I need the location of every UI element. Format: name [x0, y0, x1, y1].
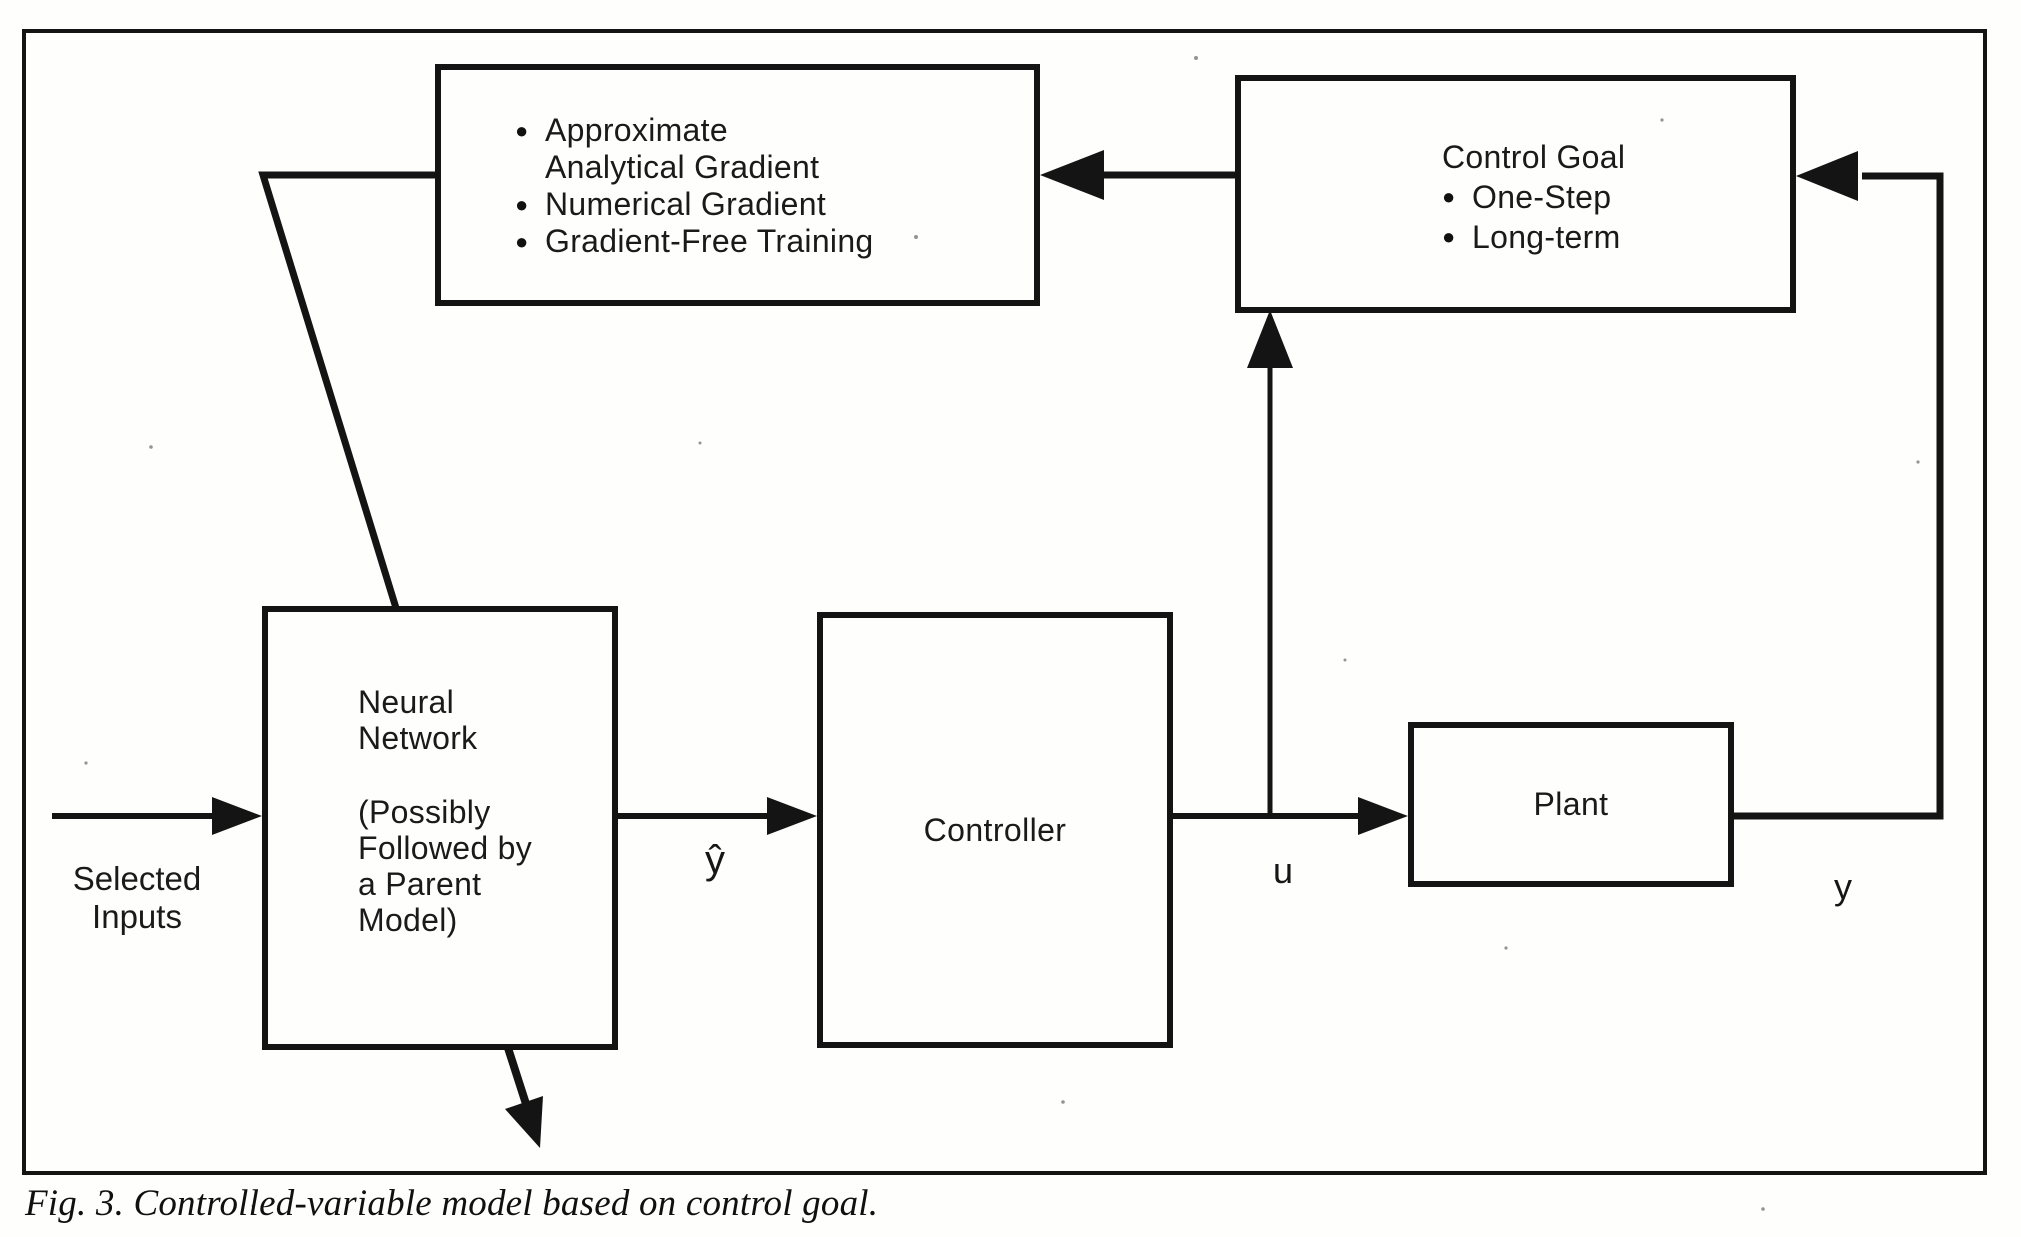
selected-inputs-label [37, 860, 237, 936]
controller-label: Controller [923, 811, 1067, 848]
list-item [515, 223, 874, 260]
nn-line: a Parent [358, 866, 482, 902]
control-goal-item-label: One-Step [1472, 179, 1612, 215]
training-item-label: Gradient-Free Training [545, 223, 874, 259]
control-goal-title: Control Goal [1442, 139, 1626, 175]
nn-line: (Possibly [358, 794, 491, 830]
training-item-label: Numerical Gradient [545, 186, 827, 222]
neural-network-label [358, 684, 532, 938]
bullet-icon: ● [515, 229, 529, 254]
control-goal-box [1235, 75, 1796, 313]
yhat-arrow [615, 797, 817, 835]
plant-box [1408, 722, 1734, 887]
list-item [515, 112, 874, 149]
control-goal-to-training-arrow [1040, 150, 1235, 200]
training-item-label: Approximate [545, 112, 728, 148]
controller-box [817, 612, 1173, 1048]
list-item [1442, 177, 1625, 217]
bullet-icon: ● [1442, 184, 1456, 209]
selected-inputs-line: Inputs [92, 898, 182, 935]
bullet-icon: ● [515, 118, 529, 143]
nn-line: Model) [358, 902, 458, 938]
selected-inputs-line: Selected [72, 860, 202, 897]
neural-network-box [262, 606, 618, 1050]
y-label: y [1834, 866, 1852, 907]
selected-inputs-arrow [52, 797, 262, 835]
nn-line-gap [358, 756, 532, 794]
plant-label: Plant [1533, 786, 1609, 822]
training-item-label-cont: Analytical Gradient [545, 149, 820, 185]
nn-to-training-link [263, 175, 435, 608]
training-methods-list [515, 112, 874, 260]
nn-line: Network [358, 720, 478, 756]
u-arrow [1173, 797, 1408, 835]
list-item [1442, 217, 1625, 257]
u-label: u [1272, 850, 1294, 891]
nn-line: Neural [358, 684, 455, 720]
nn-bottom-arrow [505, 1048, 543, 1148]
bullet-icon: ● [1442, 224, 1456, 249]
nn-line: Followed by [358, 830, 533, 866]
control-goal-content [1442, 137, 1625, 257]
control-goal-item-label: Long-term [1472, 219, 1621, 255]
figure-caption: Fig. 3. Controlled-variable model based on control goal. [25, 1183, 879, 1224]
yhat-label: ŷ [705, 838, 725, 882]
bullet-icon: ● [515, 192, 529, 217]
u-branch-up-arrow [1247, 310, 1293, 816]
training-methods-box [435, 64, 1040, 306]
list-item [515, 186, 874, 223]
